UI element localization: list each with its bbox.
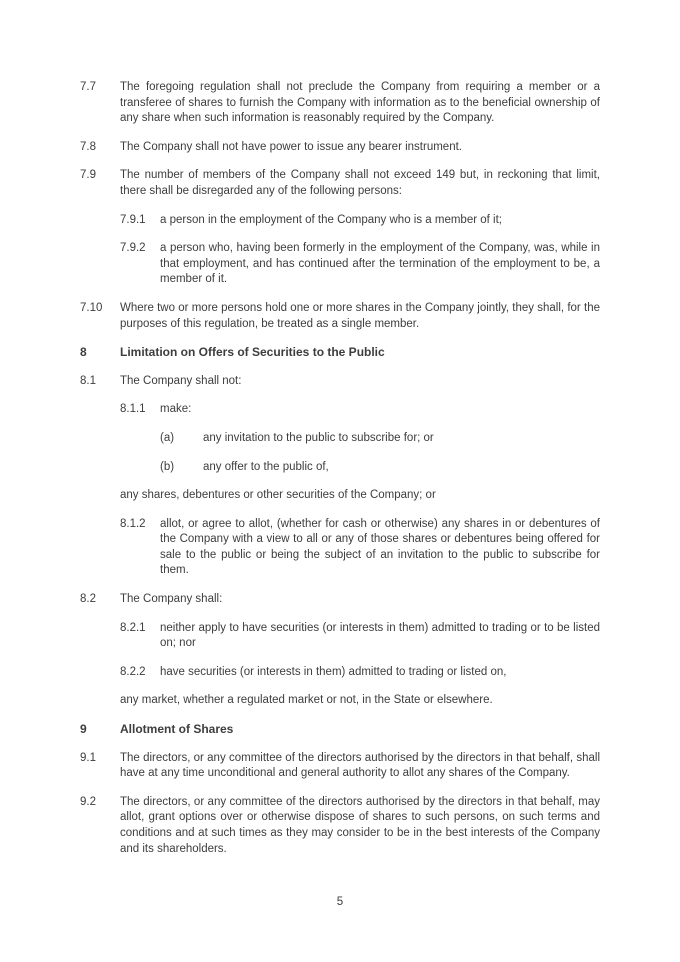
clause-number: 8.1 [80, 374, 96, 387]
clause-number: 8.2 [80, 593, 96, 606]
clause-number: 8.1.2 [120, 517, 146, 530]
clause-number: 8.2.2 [120, 665, 146, 678]
clause [80, 517, 600, 579]
clause-number: 9.2 [80, 795, 96, 808]
clause [80, 241, 600, 288]
clause [80, 460, 600, 476]
clause [80, 621, 600, 652]
continuation-text [80, 488, 600, 504]
clause [80, 751, 600, 782]
clause-text: make: [160, 403, 192, 416]
clause [80, 374, 600, 390]
page-number: 5 [336, 896, 344, 908]
clause-number: 7.10 [80, 301, 103, 314]
clause-text: The Company shall not have power to issue any bearer instrument. [120, 140, 462, 153]
clause-number: 7.9 [80, 169, 96, 182]
clause-number: (b) [160, 460, 175, 473]
clause-text: neither apply to have securities (or interests in them) admitted to trading or to be listed on; nor [160, 621, 600, 650]
continuation-text [80, 693, 600, 709]
clause-text: any shares, debentures or other securities of the Company; or [120, 489, 436, 502]
clause-text: The directors, or any committee of the directors authorised by the directors in that behalf, may allot, grant options over or otherwise dispose of shares to such persons, on such terms and conditions and at such times as they may consider to be in the best interests of the Company and its shareholders. [120, 795, 600, 855]
clause-number: 9.1 [80, 751, 96, 764]
clause [80, 140, 600, 156]
clause [80, 592, 600, 608]
clause-number: 7.9.2 [120, 242, 146, 255]
clause-text: The Company shall: [120, 593, 223, 606]
clause [80, 80, 600, 127]
clause-text: have securities (or interests in them) admitted to trading or listed on, [160, 665, 507, 678]
clause [80, 431, 600, 447]
clause-text: any invitation to the public to subscribe for; or [203, 431, 434, 444]
clause-text: any market, whether a regulated market or not, in the State or elsewhere. [120, 694, 493, 707]
clause-text: allot, or agree to allot, (whether for cash or otherwise) any shares in or debentures of the Company with a view to all or any of those shares or debentures being offered for sale to the public or being the subject of an invitation to the public to subscribe for them. [160, 517, 600, 577]
clause [80, 665, 600, 681]
clause [80, 168, 600, 199]
section-number: 9 [80, 722, 87, 737]
clause-text: The foregoing regulation shall not preclude the Company from requiring a member or a transferee of shares to furnish the Company with information as to the beneficial ownership of any share when such information is reasonably required by the Company. [120, 81, 600, 125]
section-title: Allotment of Shares [120, 722, 234, 737]
clause [80, 402, 600, 418]
clause-text: any offer to the public of, [203, 460, 329, 473]
clause [80, 301, 600, 332]
clause-text: a person in the employment of the Company who is a member of it; [160, 213, 502, 226]
section-number: 8 [80, 345, 87, 360]
section-title: Limitation on Offers of Securities to the Public [120, 345, 385, 360]
clause-text: The number of members of the Company shall not exceed 149 but, in reckoning that limit, there shall be disregarded any of the following persons: [120, 169, 600, 197]
clause-number: 7.8 [80, 140, 96, 153]
clause-number: 8.1.1 [120, 403, 146, 416]
clause [80, 795, 600, 857]
section-heading [80, 722, 600, 738]
clause-number: 7.7 [80, 81, 96, 93]
clause-number: (a) [160, 431, 175, 444]
section-heading [80, 345, 600, 361]
clause-text: The Company shall not: [120, 374, 242, 387]
clause-number: 8.2.1 [120, 621, 146, 634]
clause-number: 7.9.1 [120, 213, 146, 226]
clause [80, 213, 600, 229]
clause-text: Where two or more persons hold one or more shares in the Company jointly, they shall, for the purposes of this regulation, be treated as a single member. [120, 301, 600, 330]
clause-text: a person who, having been formerly in the employment of the Company, was, while in that employment, and has continued after the termination of the employment to be, a member of it. [160, 242, 600, 286]
document-body [80, 80, 600, 870]
clause-text: The directors, or any committee of the directors authorised by the directors in that behalf, shall have at any time unconditional and general authority to allot any shares of the Company. [120, 751, 600, 780]
